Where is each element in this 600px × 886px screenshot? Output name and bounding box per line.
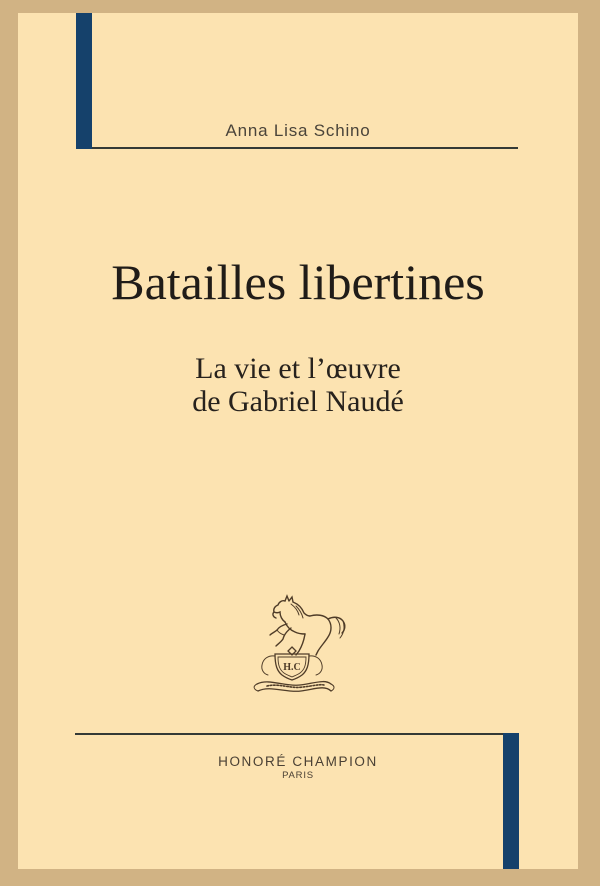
- book-title: Batailles libertines: [111, 254, 485, 310]
- bottom-rule-line: [75, 733, 519, 735]
- subtitle-line-1: La vie et l’œuvre: [195, 352, 401, 385]
- top-rule-line: [92, 147, 518, 149]
- subtitle-line-2: de Gabriel Naudé: [192, 385, 404, 418]
- rearing-horse-crest-icon: [245, 594, 355, 700]
- publisher-logo: [245, 594, 355, 700]
- book-subtitle: [18, 352, 578, 418]
- publisher-name: HONORÉ CHAMPION: [218, 754, 378, 769]
- logo-monogram: H.C: [283, 662, 301, 673]
- cover-background: [18, 13, 578, 869]
- publisher-city: PARIS: [282, 770, 314, 781]
- author-name: Anna Lisa Schino: [225, 121, 371, 140]
